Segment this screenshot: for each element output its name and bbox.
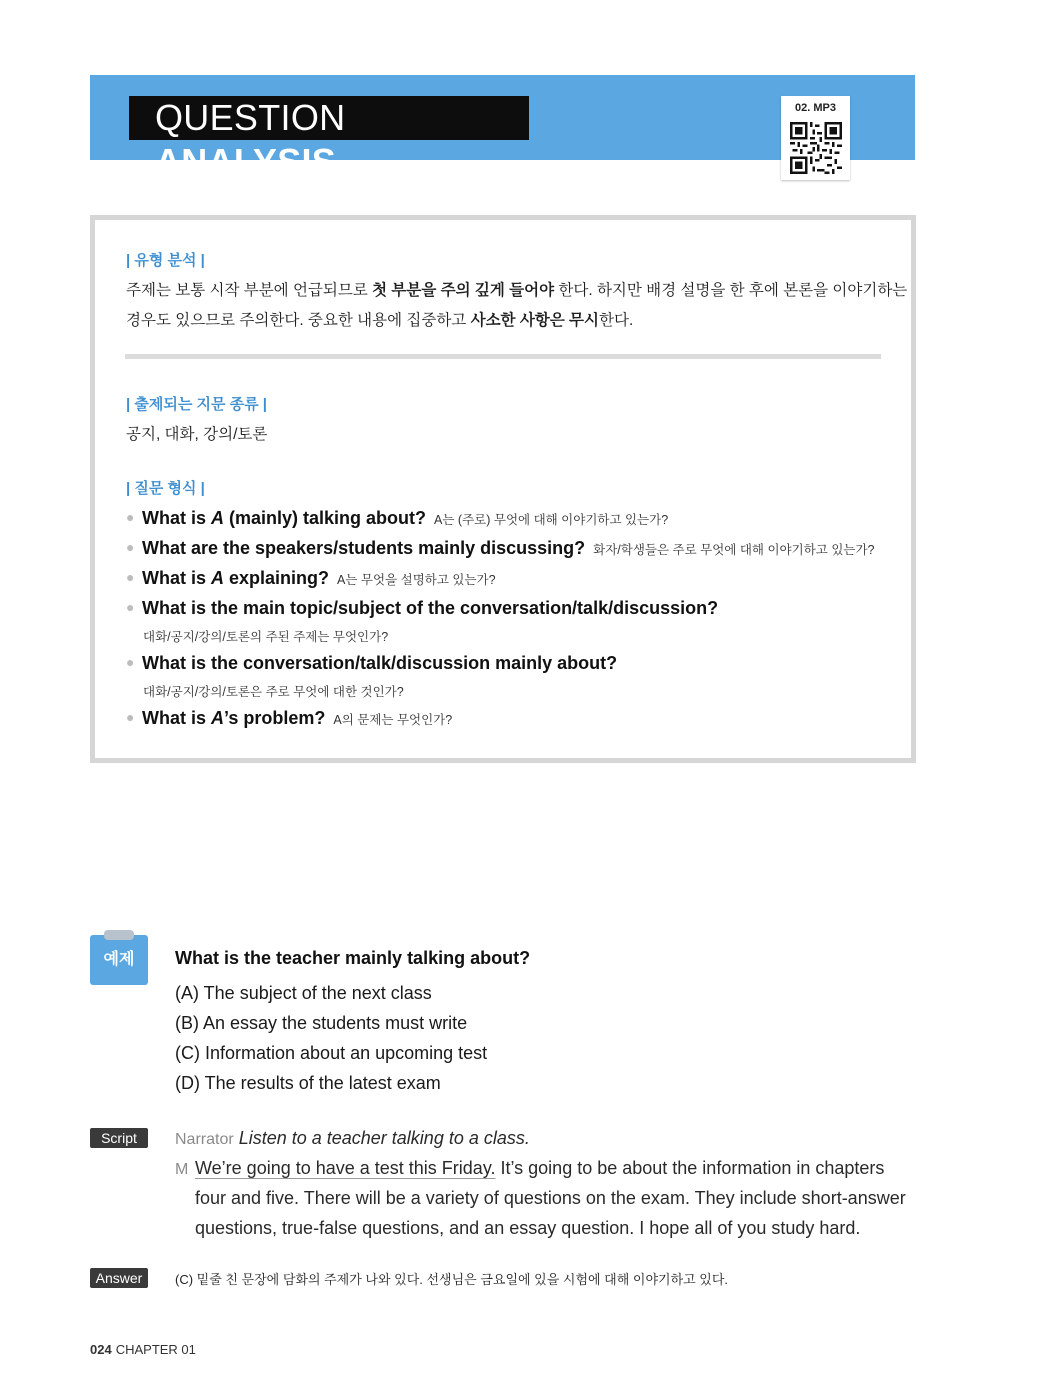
answer-text: (C) 밑줄 친 문장에 담화의 주제가 나와 있다. 선생님은 금요일에 있을 시험에 대해 이야기하고 있다. bbox=[175, 1272, 729, 1287]
question-italic: A bbox=[211, 568, 225, 588]
bullet-icon: ● bbox=[126, 599, 135, 615]
clip-icon bbox=[104, 930, 134, 940]
answer-label: Answer bbox=[90, 1268, 148, 1288]
script-underlined-sentence: We’re going to have a test this Friday. bbox=[195, 1158, 496, 1178]
question-text: What is bbox=[142, 708, 212, 728]
question-text: What is bbox=[142, 568, 212, 588]
type-line2-bold: 사소한 사항은 무시 bbox=[470, 312, 599, 329]
bullet-icon: ● bbox=[126, 709, 135, 725]
example-tag: 예제 bbox=[90, 935, 148, 985]
script-label: Script bbox=[90, 1128, 148, 1148]
question-text-end: explaining? bbox=[224, 568, 330, 588]
mp3-qr-card[interactable] bbox=[781, 96, 850, 180]
narrator-line bbox=[175, 1128, 530, 1149]
type-line1-a: 주제는 보통 시작 부분에 언급되므로 bbox=[126, 282, 373, 299]
script-line-2: four and five. There will be a variety of questions on the exam. They include short-answer bbox=[195, 1188, 906, 1208]
question-korean: A는 무엇을 설명하고 있는가? bbox=[337, 573, 496, 587]
passage-types-list: 공지, 대화, 강의/토론 bbox=[126, 426, 268, 443]
type-analysis-line2 bbox=[126, 306, 633, 336]
question-text: What is the conversation/talk/discussion mainly about? bbox=[142, 653, 618, 673]
question-format-item bbox=[126, 538, 875, 559]
section-title-bold: ANALYSIS bbox=[155, 141, 337, 182]
question-format-item bbox=[126, 508, 668, 529]
answer-option[interactable]: (D) The results of the latest exam bbox=[175, 1073, 441, 1093]
answer-option[interactable]: (C) Information about an upcoming test bbox=[175, 1043, 488, 1063]
type-line1-c: 한다. 하지만 배경 설명을 한 후에 본론을 이야기하는 bbox=[554, 282, 908, 299]
page-footer bbox=[90, 1342, 196, 1357]
bullet-icon: ● bbox=[126, 654, 135, 670]
type-line2-a: 경우도 있으므로 주의한다. 중요한 내용에 집중하고 bbox=[126, 312, 471, 329]
question-italic: A bbox=[211, 708, 225, 728]
answer-option[interactable]: (A) The subject of the next class bbox=[175, 983, 432, 1003]
example-question: What is the teacher mainly talking about? bbox=[175, 948, 531, 968]
type-analysis-title: | 유형 분석 | bbox=[126, 252, 205, 269]
question-italic: A bbox=[211, 508, 225, 528]
question-korean: A의 문제는 무엇인가? bbox=[333, 713, 453, 727]
question-format-item bbox=[126, 653, 617, 674]
question-korean: 화자/학생들은 주로 무엇에 대해 이야기하고 있는가? bbox=[593, 543, 875, 557]
script-line-3: questions, true-false questions, and an essay question. I hope all of you study hard. bbox=[195, 1218, 861, 1238]
section-title bbox=[129, 96, 529, 182]
question-text-end: ’s problem? bbox=[224, 708, 326, 728]
question-format-title: | 질문 형식 | bbox=[126, 480, 205, 497]
question-text: What is bbox=[142, 508, 212, 528]
type-line2-c: 한다. bbox=[599, 312, 634, 329]
question-korean: A는 (주로) 무엇에 대해 이야기하고 있는가? bbox=[434, 513, 669, 527]
question-text: What are the speakers/students mainly discussing? bbox=[142, 538, 586, 558]
script-line-1 bbox=[175, 1158, 884, 1179]
type-line1-bold: 첫 부분을 주의 깊게 들어야 bbox=[372, 282, 555, 299]
question-format-item bbox=[126, 598, 718, 619]
question-korean: 대화/공지/강의/토론의 주된 주제는 무엇인가? bbox=[143, 630, 389, 644]
bullet-icon: ● bbox=[126, 569, 135, 585]
mp3-label: 02. MP3 bbox=[795, 102, 836, 114]
bullet-icon: ● bbox=[126, 509, 135, 525]
narrator-text: Listen to a teacher talking to a class. bbox=[238, 1128, 530, 1148]
speaker-label: M bbox=[175, 1161, 189, 1178]
passage-types-title: | 출제되는 지문 종류 | bbox=[126, 396, 267, 413]
narrator-label: Narrator bbox=[175, 1131, 234, 1148]
answer-option[interactable]: (B) An essay the students must write bbox=[175, 1013, 468, 1033]
question-text: What is the main topic/subject of the conversation/talk/discussion? bbox=[142, 598, 719, 618]
type-analysis-line1 bbox=[126, 276, 907, 306]
bullet-icon: ● bbox=[126, 539, 135, 555]
question-format-item bbox=[126, 708, 452, 729]
question-korean: 대화/공지/강의/토론은 주로 무엇에 대한 것인가? bbox=[143, 685, 404, 699]
question-text-end: (mainly) talking about? bbox=[224, 508, 427, 528]
page-number: 024 bbox=[90, 1342, 112, 1357]
panel-divider bbox=[125, 354, 881, 359]
qr-code-icon bbox=[790, 122, 842, 174]
section-title-light: QUESTION bbox=[155, 97, 346, 138]
chapter-label: CHAPTER 01 bbox=[115, 1342, 196, 1357]
question-format-item bbox=[126, 568, 496, 589]
script-line-1-rest: It’s going to be about the information in chapters bbox=[495, 1158, 885, 1178]
